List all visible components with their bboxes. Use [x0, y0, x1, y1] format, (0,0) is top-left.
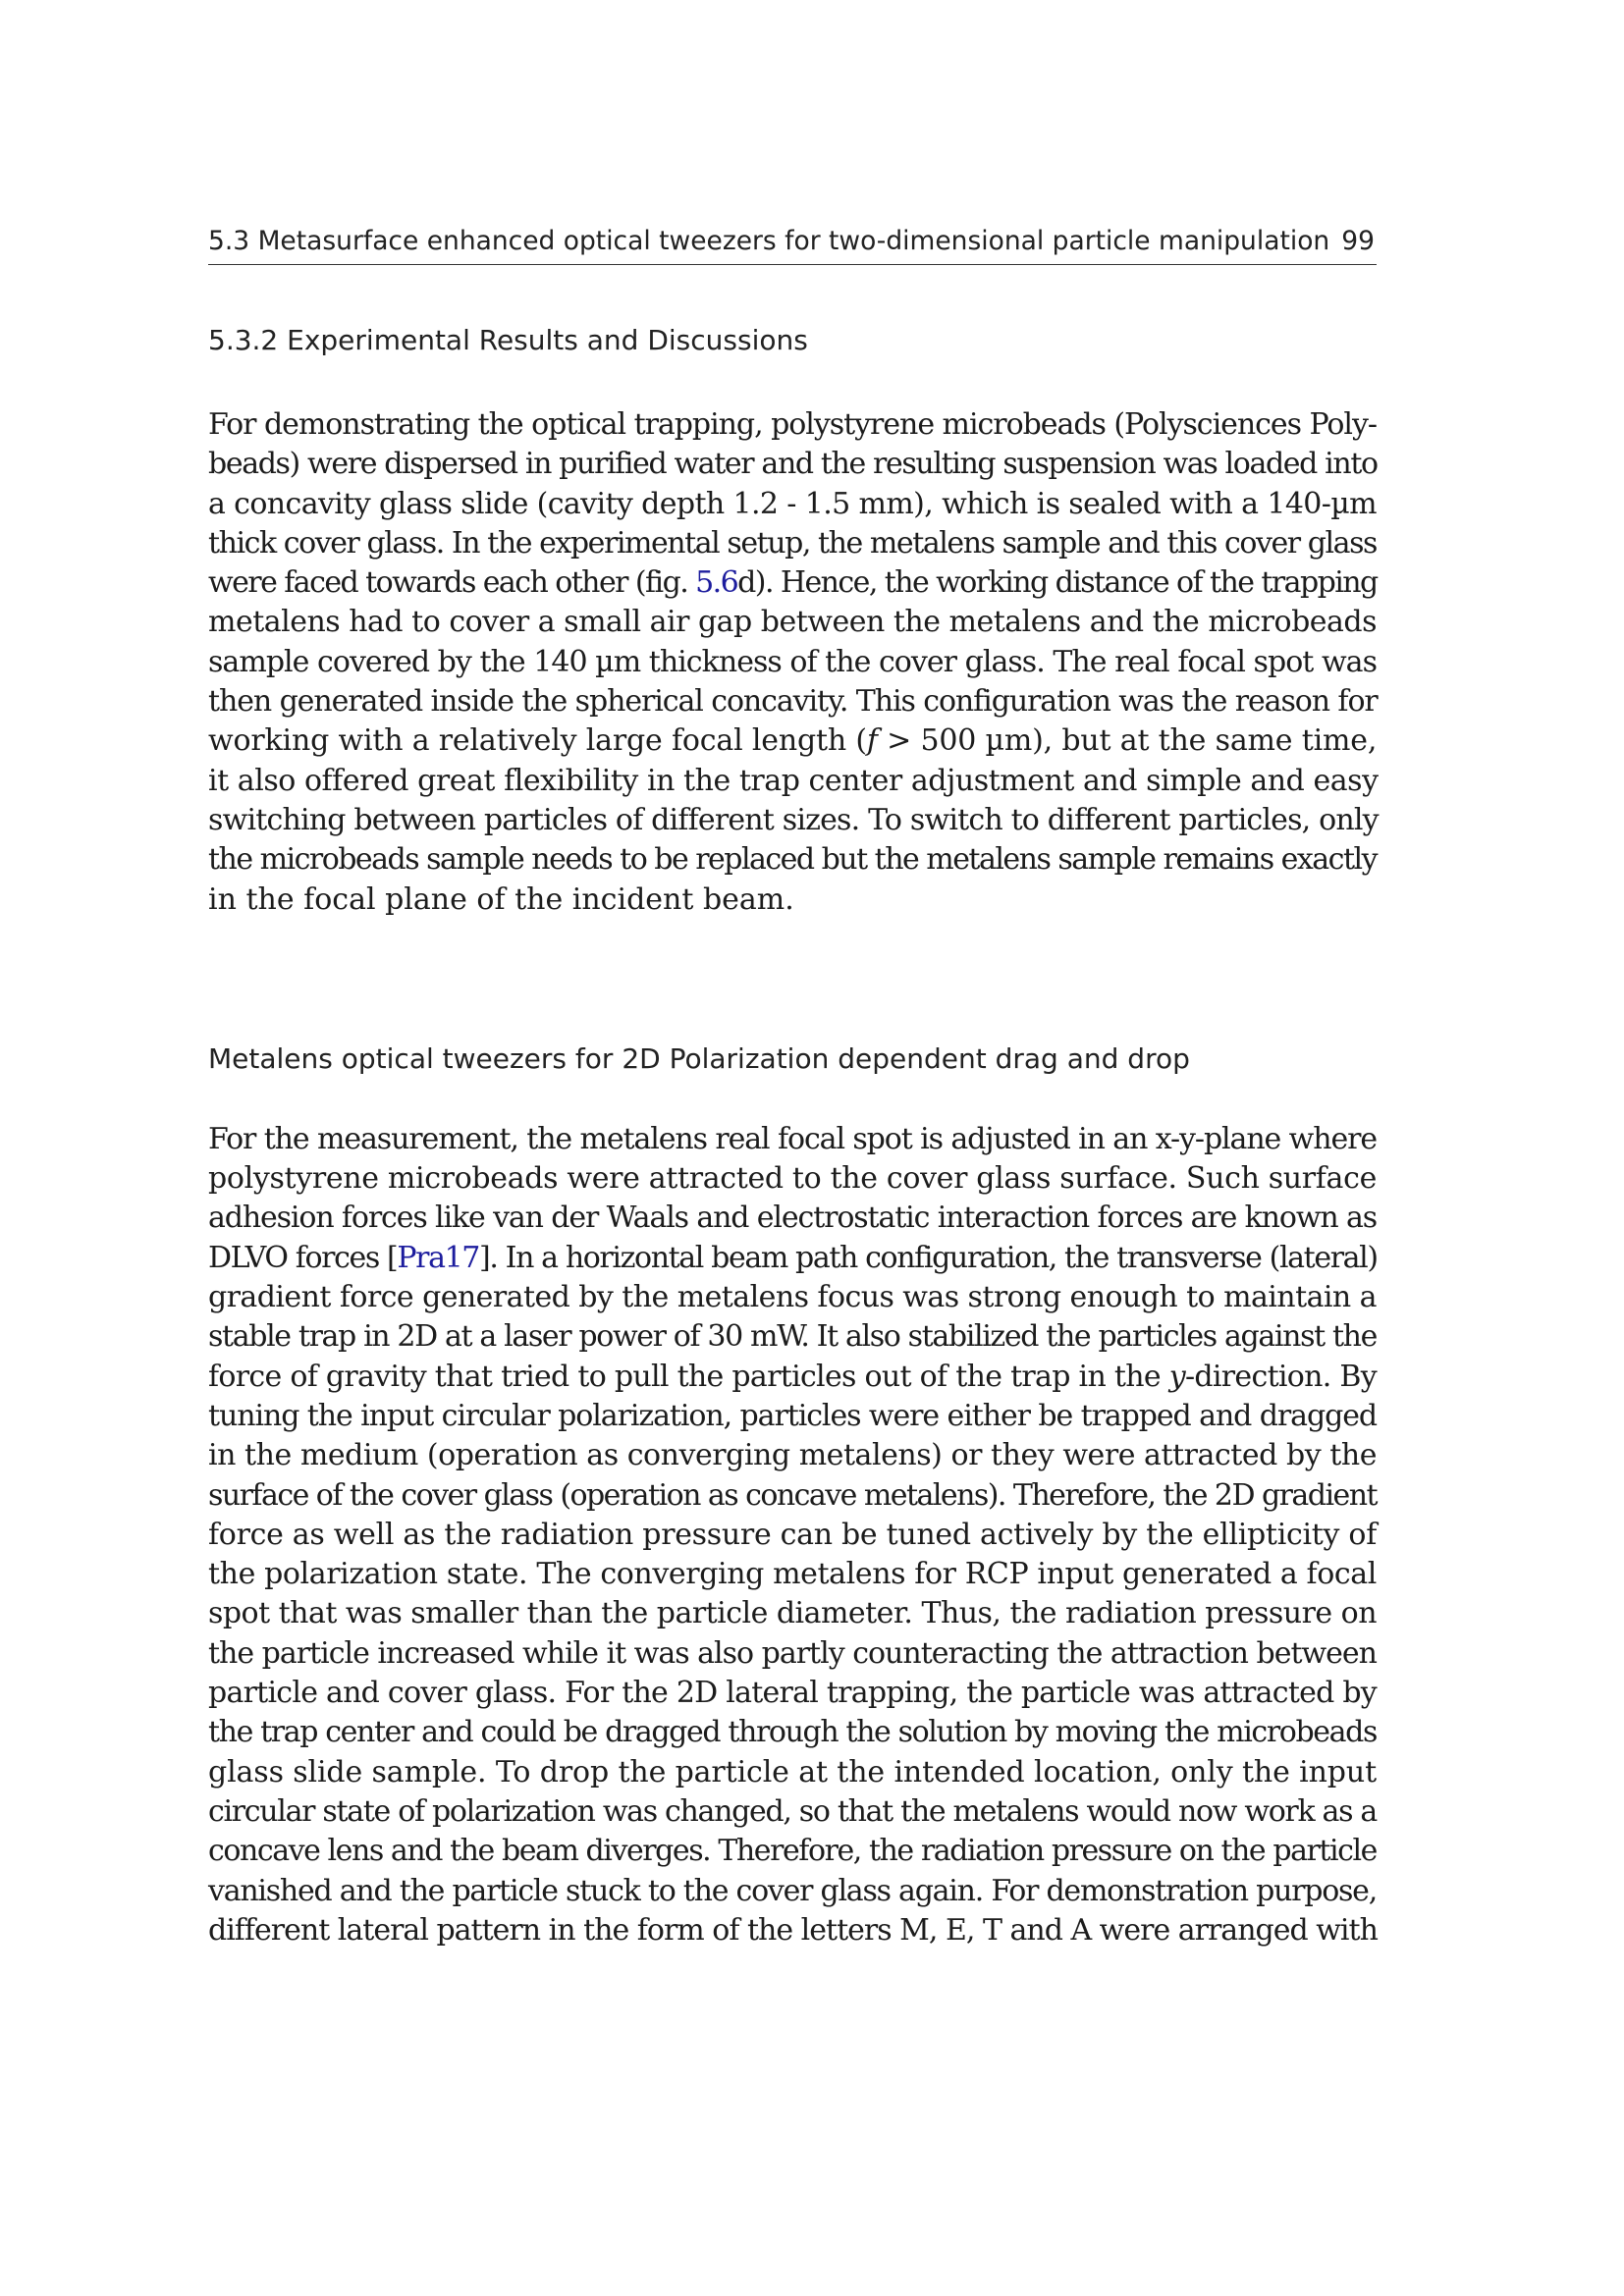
- text-span: d). Hence, the working distance of the trapping: [737, 565, 1378, 601]
- paragraph-drag-and-drop: [208, 1120, 1377, 1950]
- y-direction-symbol: y: [1168, 1359, 1185, 1394]
- text-line: concave lens and the beam diverges. Therefore, the radiation pressure on the particle: [208, 1834, 1377, 1869]
- text-span: DLVO forces [: [208, 1240, 398, 1275]
- text-line: [208, 721, 1377, 761]
- subsection-heading: Metalens optical tweezers for 2D Polarization dependent drag and drop: [208, 1041, 1190, 1075]
- text-line: [208, 1358, 1377, 1397]
- text-line: force as well as the radiation pressure can be tuned actively by the ellipticity of: [208, 1517, 1377, 1552]
- text-line: sample covered by the 140 µm thickness of the cover glass. The real focal spot was: [208, 644, 1377, 679]
- text-line: adhesion forces like van der Waals and electrostatic interaction forces are known as: [208, 1201, 1377, 1236]
- text-line: the trap center and could be dragged through the solution by moving the microbeads: [208, 1715, 1377, 1750]
- figure-reference-link[interactable]: 5.6: [695, 565, 738, 601]
- text-line: tuning the input circular polarization, particles were either be trapped and dragged: [208, 1398, 1377, 1433]
- page-number: 99: [1341, 226, 1375, 256]
- text-line: the polarization state. The converging metalens for RCP input generated a focal: [208, 1557, 1377, 1592]
- citation-link[interactable]: Pra17: [397, 1240, 480, 1275]
- text-line: circular state of polarization was changed, so that the metalens would now work as a: [208, 1793, 1377, 1829]
- text-line: stable trap in 2D at a laser power of 30 mW. It also stabilized the particles against the: [208, 1319, 1377, 1355]
- text-line: spot that was smaller than the particle diameter. Thus, the radiation pressure on: [208, 1596, 1377, 1631]
- text-line: glass slide sample. To drop the particle at the intended location, only the input: [208, 1754, 1378, 1789]
- text-line: gradient force generated by the metalens focus was strong enough to maintain a: [208, 1280, 1377, 1315]
- text-line: For the measurement, the metalens real focal spot is adjusted in an x-y-plane where: [208, 1121, 1377, 1156]
- text-line: in the focal plane of the incident beam.: [208, 881, 794, 917]
- text-line: the particle increased while it was also partly counteracting the attraction between: [208, 1635, 1378, 1671]
- running-title: 5.3 Metasurface enhanced optical tweezers for two-dimensional particle manipulation: [208, 226, 1330, 256]
- text-line: switching between particles of different sizes. To switch to different particles, only: [208, 802, 1379, 837]
- text-line: thick cover glass. In the experimental setup, the metalens sample and this cover glass: [208, 525, 1377, 561]
- section-heading: 5.3.2 Experimental Results and Discussions: [208, 324, 808, 356]
- text-span: were faced towards each other (fig.: [208, 565, 696, 601]
- text-span: force of gravity that tried to pull the particles out of the trap in the: [208, 1359, 1169, 1394]
- text-line: in the medium (operation as converging metalens) or they were attracted by the: [208, 1438, 1377, 1473]
- paragraph-optical-trapping: [208, 405, 1377, 920]
- text-line: vanished and the particle stuck to the cover glass again. For demonstration purpose,: [208, 1873, 1377, 1908]
- text-line: then generated inside the spherical concavity. This configuration was the reason for: [208, 684, 1378, 720]
- focal-length-symbol: f: [866, 723, 878, 759]
- text-span: -direction. By: [1184, 1359, 1378, 1394]
- text-span: working with a relatively large focal length (: [208, 723, 867, 759]
- text-line: For demonstrating the optical trapping, polystyrene microbeads (Polysciences Poly-: [208, 407, 1377, 442]
- running-header: [208, 226, 1377, 265]
- text-line: beads) were dispersed in purified water and the resulting suspension was loaded into: [208, 447, 1378, 482]
- text-line: particle and cover glass. For the 2D lateral trapping, the particle was attracted by: [208, 1676, 1377, 1711]
- text-line: polystyrene microbeads were attracted to the cover glass surface. Such surface: [208, 1161, 1377, 1197]
- text-line: the microbeads sample needs to be replaced but the metalens sample remains exactly: [208, 842, 1377, 878]
- text-line: a concavity glass slide (cavity depth 1.2 - 1.5 mm), which is sealed with a 140-µm: [208, 486, 1377, 521]
- text-line: different lateral pattern in the form of the letters M, E, T and A were arranged with: [208, 1912, 1378, 1948]
- text-line: it also offered great flexibility in the trap center adjustment and simple and easy: [208, 763, 1379, 798]
- text-line: surface of the cover glass (operation as concave metalens). Therefore, the 2D gradient: [208, 1477, 1377, 1513]
- text-span: > 500 µm), but at the same time,: [877, 723, 1378, 759]
- text-span: ]. In a horizontal beam path configuration, the transverse (lateral): [479, 1240, 1378, 1275]
- text-line: [208, 563, 1377, 603]
- text-line: [208, 1239, 1377, 1278]
- text-line: metalens had to cover a small air gap between the metalens and the microbeads: [208, 605, 1377, 640]
- page-content: [208, 226, 1377, 1950]
